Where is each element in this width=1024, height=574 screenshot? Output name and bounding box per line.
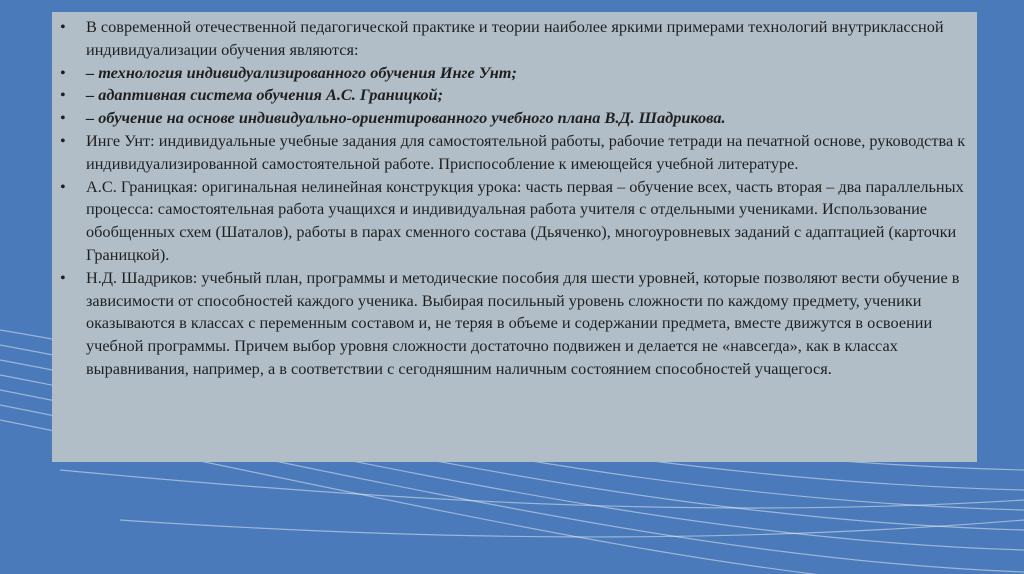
bullet-marker: • (60, 108, 66, 128)
bullet-item (60, 130, 970, 176)
bullet-text: Н.Д. Шадриков: учебный план, программы и методические пособия для шести уровней, которые позволяют вести обучение в зависимости от способностей каждого ученика. Выбирая посильный уровень сложности по каждому предмету, ученики оказываются в классах с переменным составом и, не теряя в объеме и содержании предмета, вместе движутся в освоении учебной программы. Причем выбор уровня сложности достаточно подвижен и делается не «навсегда», как в классах выравнивания, например, а в соответствии с сегодняшним наличным состоянием способностей учащегося. (86, 267, 960, 378)
bullet-item (60, 107, 970, 130)
bullet-text: В современной отечественной педагогической практике и теории наиболее яркими примерами технологий внутриклассной индивидуализации обучения являются: (86, 17, 944, 59)
bullet-marker: • (60, 130, 66, 150)
bullet-marker: • (60, 62, 66, 82)
bullet-marker: • (60, 267, 66, 287)
bullet-text: Инге Унт: индивидуальные учебные задания для самостоятельной работы, рабочие тетради на печатной основе, руководства к индивидуализированной самостоятельной работе. Приспособление к имеющейся учебной литературе. (86, 130, 966, 173)
bullet-text: А.С. Границкая: оригинальная нелинейная конструкция урока: часть первая – обучение всех, часть вторая – два параллельных процесса: самостоятельная работа учащихся и индивидуальная работа учителя с отдельными учениками. Использование обобщенных схем (Шаталов), работы в парах сменного состава (Дьяченко), многоуровневых заданий с адаптацией (карточки Границкой). (86, 176, 964, 264)
bullet-item (60, 267, 970, 381)
bullet-text: – технология индивидуализированного обучения Инге Унт; (86, 62, 517, 82)
bullet-marker: • (60, 176, 66, 196)
bullet-text: – адаптивная система обучения А.С. Границкой; (86, 85, 443, 105)
bullet-item (60, 16, 970, 62)
bullet-item (60, 62, 970, 85)
bullet-item (60, 84, 970, 107)
bullet-list (60, 16, 970, 381)
bullet-marker: • (60, 17, 66, 36)
bullet-text: – обучение на основе индивидуально-ориентированного учебного плана В.Д. Шадрикова. (86, 108, 726, 128)
bullet-item (60, 176, 970, 267)
bullet-marker: • (60, 85, 66, 105)
